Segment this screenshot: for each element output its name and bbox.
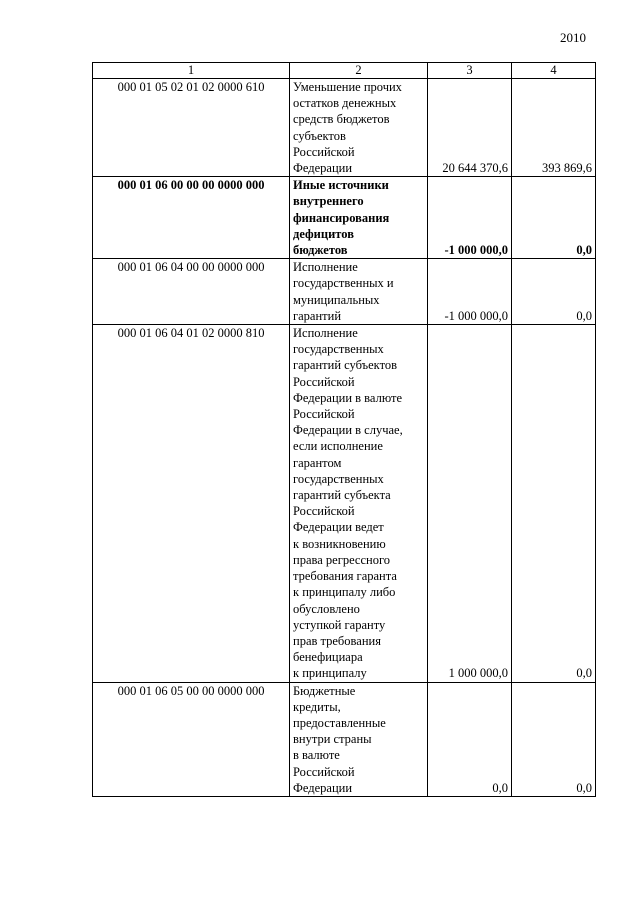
row-value-col3: -1 000 000,0 [428,177,512,259]
table-row [93,177,596,259]
row-code: 000 01 06 04 01 02 0000 810 [93,325,290,682]
table-row [93,325,596,682]
header-col-3: 3 [428,63,512,79]
row-value-col4: 393 869,6 [512,79,596,177]
row-value-col4: 0,0 [512,259,596,325]
row-value-col4: 0,0 [512,325,596,682]
row-name: Бюджетные кредиты, предоставленные внутри страны в валюте Российской Федерации [290,682,428,796]
table-row [93,259,596,325]
row-value-col3: 0,0 [428,682,512,796]
header-col-2: 2 [290,63,428,79]
header-col-1: 1 [93,63,290,79]
row-code: 000 01 05 02 01 02 0000 610 [93,79,290,177]
table-row [93,682,596,796]
row-code: 000 01 06 00 00 00 0000 000 [93,177,290,259]
header-col-4: 4 [512,63,596,79]
row-value-col3: -1 000 000,0 [428,259,512,325]
row-name: Исполнение государственных и муниципальных гарантий [290,259,428,325]
table-header-row [93,63,596,79]
page-number: 2010 [560,30,586,45]
row-code: 000 01 06 05 00 00 0000 000 [93,682,290,796]
row-code: 000 01 06 04 00 00 0000 000 [93,259,290,325]
table-row [93,79,596,177]
row-value-col4: 0,0 [512,177,596,259]
budget-sources-table [92,62,596,797]
row-name: Иные источники внутреннего финансирования дефицитов бюджетов [290,177,428,259]
row-name: Уменьшение прочих остатков денежных средств бюджетов субъектов Российской Федерации [290,79,428,177]
row-value-col3: 1 000 000,0 [428,325,512,682]
row-name: Исполнение государственных гарантий субъектов Российской Федерации в валюте Российской Федерации в случае, если исполнение гарантом государственных гарантий субъекта Российской Федерации ведет к возникновению права регрессного требования гаранта к принципалу либо обусловлено уступкой гаранту прав требования бенефициара к принципалу [290,325,428,682]
row-value-col3: 20 644 370,6 [428,79,512,177]
row-value-col4: 0,0 [512,682,596,796]
